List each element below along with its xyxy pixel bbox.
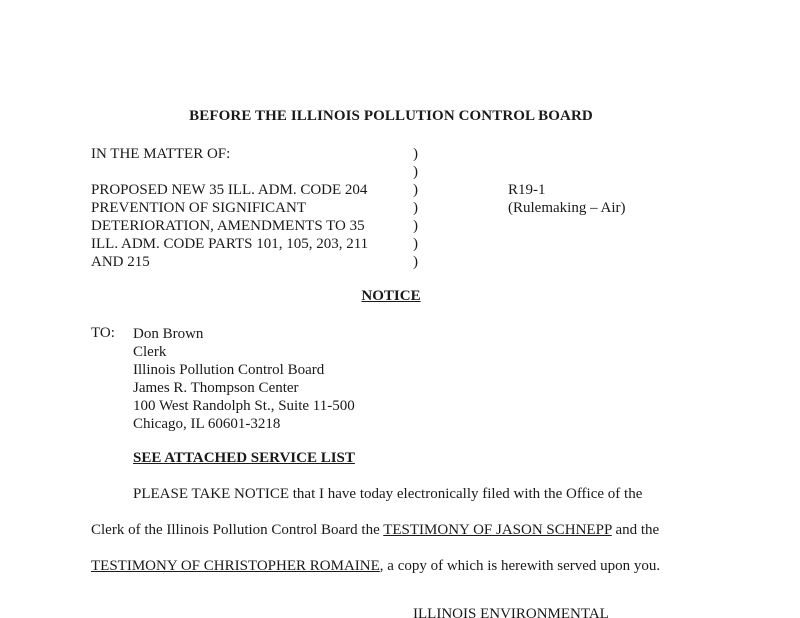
signature-block-partial: ILLINOIS ENVIRONMENTAL bbox=[413, 606, 609, 618]
caption-line: PROPOSED NEW 35 ILL. ADM. CODE 204 bbox=[91, 182, 368, 198]
document-heading: BEFORE THE ILLINOIS POLLUTION CONTROL BOARD bbox=[189, 108, 593, 124]
caption-line: DETERIORATION, AMENDMENTS TO 35 bbox=[91, 218, 365, 234]
addressee-line: Clerk bbox=[133, 344, 167, 360]
notice-body-line-3 bbox=[91, 558, 660, 575]
paren: ) bbox=[413, 200, 418, 216]
to-label: TO: bbox=[91, 325, 115, 341]
testimony-schnepp-title: TESTIMONY OF JASON SCHNEPP bbox=[383, 522, 612, 538]
paren: ) bbox=[413, 236, 418, 252]
addressee-line: Illinois Pollution Control Board bbox=[133, 362, 325, 378]
docket-info bbox=[508, 181, 625, 217]
paren: ) bbox=[413, 218, 418, 234]
case-caption bbox=[91, 145, 411, 271]
paren: ) bbox=[413, 164, 418, 180]
addressee-line: 100 West Randolph St., Suite 11-500 bbox=[133, 398, 355, 414]
caption-line: ILL. ADM. CODE PARTS 101, 105, 203, 211 bbox=[91, 236, 369, 252]
body-text: , a copy of which is herewith served upon you. bbox=[379, 558, 661, 574]
testimony-romaine-title: TESTIMONY OF CHRISTOPHER ROMAINE bbox=[91, 558, 380, 574]
body-text: Clerk of the Illinois Pollution Control Board the bbox=[91, 522, 384, 538]
paren: ) bbox=[413, 182, 418, 198]
notice-body-line-1: PLEASE TAKE NOTICE that I have today electronically filed with the Office of the bbox=[133, 486, 643, 502]
body-text: and the bbox=[611, 522, 660, 538]
caption-line: AND 215 bbox=[91, 254, 150, 270]
caption-parentheses bbox=[413, 145, 425, 271]
caption-line: IN THE MATTER OF: bbox=[91, 146, 231, 162]
addressee-block bbox=[133, 325, 355, 433]
service-list-heading: SEE ATTACHED SERVICE LIST bbox=[133, 450, 355, 466]
addressee-line: Chicago, IL 60601-3218 bbox=[133, 416, 281, 432]
notice-body-line-2 bbox=[91, 522, 659, 539]
notice-title: NOTICE bbox=[361, 288, 421, 304]
caption-line: PREVENTION OF SIGNIFICANT bbox=[91, 200, 307, 216]
addressee-line: James R. Thompson Center bbox=[133, 380, 299, 396]
paren: ) bbox=[413, 146, 418, 162]
docket-number: R19-1 bbox=[508, 182, 546, 198]
addressee-line: Don Brown bbox=[133, 326, 204, 342]
paren: ) bbox=[413, 254, 418, 270]
docket-type: (Rulemaking – Air) bbox=[508, 200, 626, 216]
caption-line bbox=[91, 163, 411, 181]
